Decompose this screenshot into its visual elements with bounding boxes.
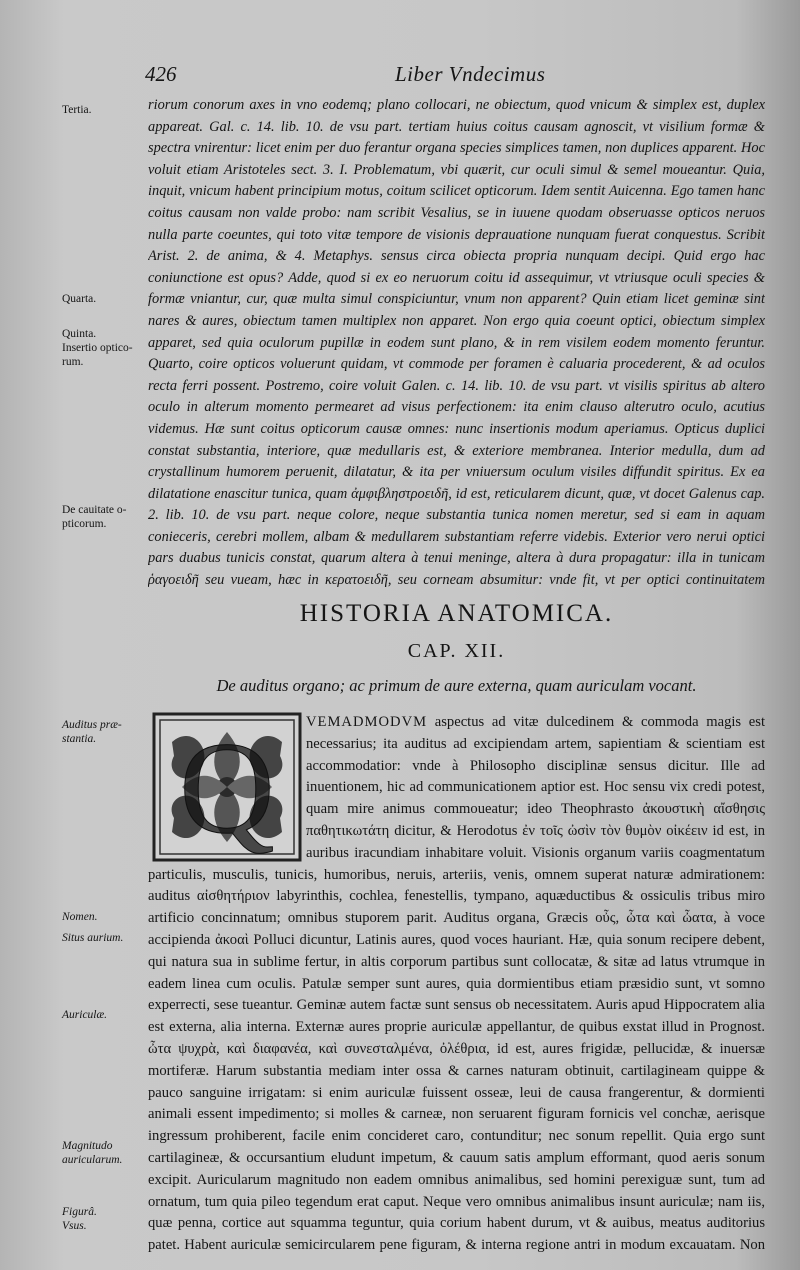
- section-title: HISTORIA ANATOMICA.: [299, 600, 614, 627]
- chapter-body-text: aspectus ad vitæ dulcedinem & commoda magis est necessarius; ita auditus ad excipiendam artem, sapientiam & scientiam est accommodatior: vnde à Philosopho disciplinæ sensus dicitur. Ille ad inuentionem, hic ad communicationem aptior est. Hoc sensu vix credi potest, quam mire animus commoueatur; ideo Theophrasto ἀκουστικὴ αἴσθησις παθητικωτάτη dicitur, & Herodotus ἐν τοῖς ὠσὶν τὸν θυμὸν οἰκέειν id est, in auribus iracundiam inhabitare voluit. Visionis organum variis coagmentatum particulis, musculis, tunicis, humoribus, neruis, arteriis, venis, omnem superat naturæ admirationem: auditus αἰσθητήριον labyrinthis, cochlea, fenestellis, tympano, aquæductibus & ossiculis tribus miro artificio concinnatum; omnibus stuporem parit. Auditus organa, Græcis οὖς, ὦτα καὶ ὦατα, à voce accipienda ἀκοαὶ Polluci dicuntur, Latinis aures, quod voces hauriant. Hæ, quia sonum recipere debent, qui natura sua in sublime fertur, in altis corporum partibus sunt collocatæ, & sitæ ad latus vtrumque in eadem linea cum oculis. Patulæ semper sunt aures, quia dormientibus etiam præsidio sunt, vt somno experrecti, sese tueantur. Geminæ autem factæ sunt sensus ob necessitatem. Auris apud Hippocratem alia est externa, alia interna. Externæ aures proprie auriculæ appellantur, de quibus exstat illud in Prognost. ὦτα ψυχρὰ, καὶ διαφανέα, καὶ συνεσταλμένα, ὀλέθρια, id est, aures frigidæ, pellucidæ, & inuersæ mortiferæ. Harum substantia mediam inter ossa & carnes naturam obtinuit, cartilagineam quippe & pauco sanguine irrigatam: si enim auriculæ fuissent osseæ, leui de causa frangerentur, & dormienti animali essent impedimento; si molles & carneæ, non seruarent figuram fornicis vel conchæ, aerisque ingressum prohiberent, facile enim concideret caro, contunditur; nec sonum repellit. Quia ergo sunt cartilagineæ, & occursantium eludunt impetum, & cauum satis amplum efformant, quod aeris sonum excipit. Auricularum magnitudo non eadem omnibus animalibus, sed homini perexiguæ sunt, tum ad ornatum, tum quia pileo tegendum erat caput. Neque vero omnibus animalibus insunt auriculæ; nam iis, quæ penna, cortice aut squamma teguntur, quia corium habent durum, vt & auibus, meatus auditorius patet. Habent auriculæ semicircularem pene figuram, & interna regione antri in modum excauatam. Non: [148, 714, 765, 1252]
- margin-note-quarta: Quarta.: [62, 293, 97, 305]
- margin-note-de-cavitate: De cauitate o- pticorum.: [62, 504, 127, 530]
- chapter-subtitle: De auditus organo; ac primum de aure externa, quam auriculam vocant.: [216, 676, 697, 695]
- margin-note-magnitudo: Magnitudo auricularum.: [62, 1140, 123, 1166]
- margin-note-auriculae: Auriculæ.: [62, 1009, 108, 1021]
- margin-note-tertia: Tertia.: [62, 104, 92, 116]
- page-header: [145, 62, 745, 92]
- prior-chapter-paragraph: riorum conorum axes in vno eodemq; plano collocari, ne obiectum, quod vnicum & simplex est, duplex appareat. Gal. c. 14. lib. 10. de vsu part. tertiam huius coitus causam agnoscit, vt visilium formæ & spectra vnirentur: licet enim per duo ferantur organa species simplices tamen, non duplices apparent. Hoc voluit etiam Aristoteles sect. 3. I. Problematum, vbi quærit, cur oculi simul & semel moueantur. Quia, inquit, vnicum habent principium motus, coitum scilicet opticorum. Idem sentit Auicenna. Ego tamen hanc coitus causam non valde probo: nam scribit Vesalius, se in iuuene quodam obseruasse opticos neruos nulla parte coeuntes, qui toto vitæ tempore de visionis deprauatione nunquam fuerat conquestus. Scribit Arist. 2. de anima, & 4. Metaphys. sensus circa obiecta propria nunquam decipi. Quid ergo hac coniunctione est opus? Adde, quod si ex eo neruorum coitu id assequimur, vt vtriusque oculi species & formæ vniantur, cur, quæ multa simul conspiciuntur, vnum non apparent? Quin etiam licet geminæ sint nares & aures, obiectum tamen multiplex non apparet. Non ergo quia coeunt optici, obiectum simplex apparet, sed quia oculorum pupillæ in eodem sunt plano, & in rem visilem eodem momento feruntur. Quarto, coire opticos voluerunt quidam, vt commode per foramen è caluaria procederent, & ad oculos recta ferri possent. Postremo, coire voluit Galen. c. 14. lib. 10. de vsu part. vt visilis spiritus ab altero oculo in alterum momento permearet ad visus perfectionem: ita enim clauso alterutro oculo, acutius videmus. Hæ sunt coitus opticorum causæ omnes: nunc insertionis modum aperiamus. Opticus duplici constat substantia, interiore, quæ medullaris est, & exteriore membranea. Interior medulla, dum ad crystallinum humorem peruenit, dilatatur, & ita per vniuersum oculum visiles diffundit spiritus. Ex ea dilatatione enascitur tunica, quam ἀμφιβληστροειδῆ, id est, reticularem dicunt, quæ, vt docet Galenus cap. 2. lib. 10. de vsu part. neque colore, neque substantia tunica nomen meretur, sed si eam in aquam conieceris, cerebri mollem, albam & medullarem substantiam referre videbis. Exterior vero nerui optici pars duabus tunicis constat, quarum altera à tenui meninge, altera à dura propagatur: illa in tunicam ῥαγοειδῆ seu vueam, hæc in κερατοειδῆ, seu corneam absumitur: vnde fit, vt per optici continuitatem: [148, 97, 765, 587]
- margin-note-nomen: Nomen.: [62, 911, 98, 923]
- margin-note-situs-aurium: Situs aurium.: [62, 932, 124, 944]
- svg-text:Q: Q: [179, 714, 275, 861]
- margin-note-auditus-praestantia: Auditus præ- stantia.: [62, 719, 122, 745]
- chapter-body-lead: VEMADMODVM: [306, 714, 428, 730]
- page-number: 426: [145, 62, 177, 86]
- margin-note-figura-visus: Figurâ. Vsus.: [62, 1206, 97, 1232]
- prior-chapter-text-block: [148, 95, 765, 587]
- chapter-title: CAP. XII.: [407, 640, 506, 662]
- running-head: Liber Vndecimus: [395, 62, 546, 86]
- margin-note-quinta: Quinta. Insertio optico- rum.: [62, 328, 133, 368]
- decorated-initial: [152, 712, 302, 862]
- initial-letter-glyph: [152, 712, 302, 862]
